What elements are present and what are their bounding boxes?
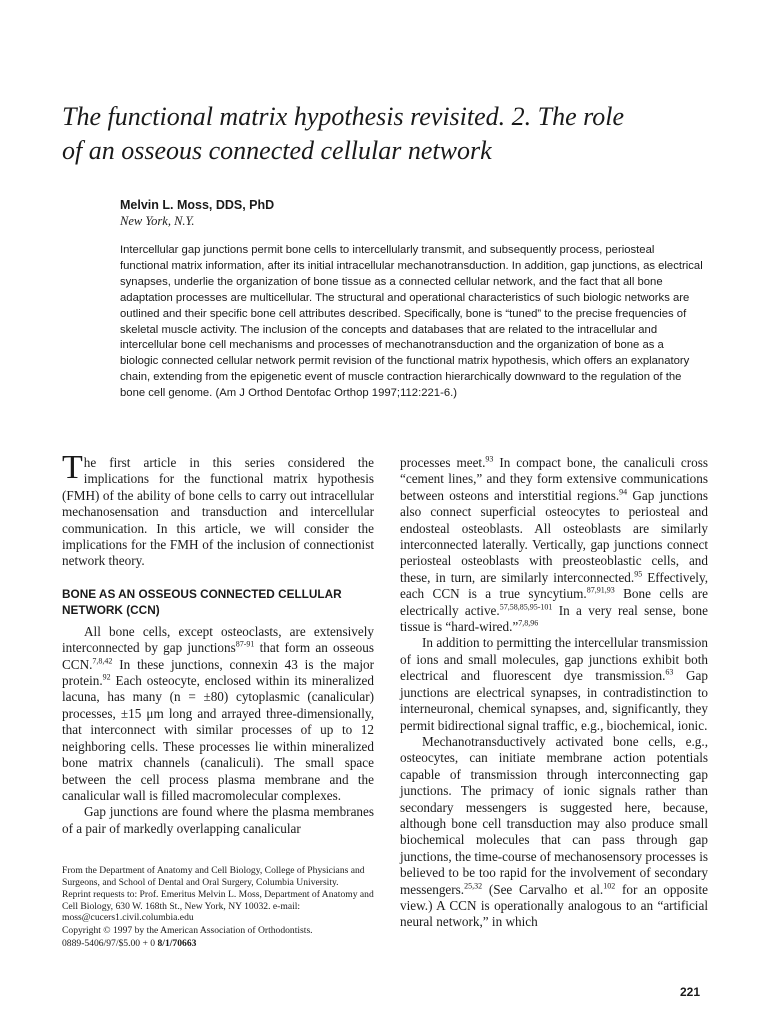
citation-ref: 25,32 xyxy=(464,881,483,891)
footnote-affiliation: From the Department of Anatomy and Cell Biology, College of Physicians and Surgeons, and School of Dental and Oral Surgery, Columbia University. xyxy=(62,865,365,888)
citation-ref: 87,91,93 xyxy=(586,585,615,595)
text-run: Mechanotransductively activated bone cells, e.g., osteocytes, can initiate membrane action potentials capable of transmission through interconnecting gap junctions. The primacy of ionic signals rather than secondary messengers is suggested here, because, although bone cell transduction may also produce small biochemical molecules that can pass through gap junctions, the time-course of mechanosensory processes is believed to be too rapid for the involvement of secondary messengers. xyxy=(400,733,708,897)
text-run: Gap junctions are electrical synapses, in contradistinction to interneuronal, chemical synapses, and, significantly, they permit bidirectional signal traffic, e.g., biochemical, ionic. xyxy=(400,668,708,733)
citation-ref: 92 xyxy=(102,672,111,682)
text-run: processes meet. xyxy=(400,455,486,470)
citation-ref: 7,8,96 xyxy=(518,618,539,628)
article-code: 8/1/70663 xyxy=(157,937,197,949)
paragraph xyxy=(62,624,374,804)
citation-ref: 94 xyxy=(619,487,628,497)
paragraph xyxy=(400,455,708,635)
footnotes xyxy=(62,865,374,950)
text-run: Gap junctions also connect superficial osteocytes to periosteal and endosteal osteoblasts. All osteoblasts are similarly interconnected laterally. Vertically, gap junctions connect periosteal osteoblasts with preosteoblastic cells, and these, in turn, are similarly interconnected. xyxy=(400,487,708,585)
author-location: New York, N.Y. xyxy=(120,214,195,228)
text-run: that form an osseous CCN. xyxy=(62,640,374,672)
author-name: Melvin L. Moss, DDS, PhD xyxy=(120,198,275,212)
paragraph xyxy=(400,635,708,733)
footnote-issn xyxy=(62,938,374,950)
abstract: Intercellular gap junctions permit bone cells to intercellularly transmit, and subsequently process, periosteal functional matrix information, after its initial intracellular mechanotransduction. In addition, gap junctions, as electrical synapses, underlie the organization of bone tissue as a connected cellular network, and the fact that all bone adaptation processes are multicellular. The structural and operational characteristics of such biologic networks are outlined and their specific bone cell attributes described. Specifically, bone is “tuned” to the precise frequencies of skeletal muscle activity. The inclusion of the concepts and databases that are related to the intracellular and intercellular bone cell mechanisms and processes of mechanotransduction and the organization of bone as a biologic connected cellular network permit revision of the functional matrix hypothesis, which offers an explanatory chain, extending from the epigenetic event of muscle contraction hierarchically downward to the regulation of the bone cell genome. (Am J Orthod Dentofac Orthop 1997;112:221-6.) xyxy=(120,244,703,400)
text-run: for an opposite view.) A CCN is operationally analogous to an “artificial neural network,” in which xyxy=(400,881,708,930)
footnote-reprint: Reprint requests to: Prof. Emeritus Melvin L. Moss, Department of Anatomy and Cell Biology, 630 W. 168th St., New York, NY 10032. e-mail: moss@cucers1.civil.columbia.edu xyxy=(62,889,374,924)
text-run: All bone cells, except osteoclasts, are extensively interconnected by gap junctions xyxy=(62,623,374,656)
text-run: Each osteocyte, enclosed within its mineralized lacuna, has many (n = ±80) cytoplasmic (canalicular) processes, ±15 μm long and arrayed three-dimensionally, that interconnect with similar processes of up to 12 neighboring cells. These processes lie within mineralized bone matrix channels (canaliculi). The small space between the cell process plasma membrane and the canalicular wall is filled macromolecular complexes. xyxy=(62,673,374,803)
paragraph: Gap junctions are found where the plasma membranes of a pair of markedly overlapping canalicular xyxy=(62,804,374,836)
text-run: In these junctions, connexin 43 is the major protein. xyxy=(62,656,374,689)
text-run: In a very real sense, bone tissue is “hard-wired.” xyxy=(400,602,708,635)
citation-ref: 93 xyxy=(485,454,494,464)
title-line-1: The functional matrix hypothesis revisited. 2. The role xyxy=(62,102,625,131)
text-run: In compact bone, the canaliculi cross “cement lines,” and they form extensive communications between osteons and interstitial regions. xyxy=(400,455,708,503)
citation-ref: 87-91 xyxy=(235,639,255,649)
left-column xyxy=(62,449,374,837)
citation-ref: 57,58,85,95-101 xyxy=(499,602,553,612)
text-run: In addition to permitting the intercellular transmission of ions and small molecules, gap junctions exhibit both electrical and fluorescent dye transmission. xyxy=(400,635,708,684)
text-run: (See Carvalho et al. xyxy=(482,881,604,897)
intro-text: he first article in this series considered the implications for the functional matrix hypothesis (FMH) of the ability of bone cells to carry out intracellular mechanosensation and transduction and intercellular communication. In this article, we will consider the implications for the FMH of the inclusion of connectionist network theory. xyxy=(62,455,374,569)
section-heading: BONE AS AN OSSEOUS CONNECTED CELLULAR NETWORK (CCN) xyxy=(62,586,342,617)
right-column xyxy=(400,455,708,931)
footnote-copyright: Copyright © 1997 by the American Association of Orthodontists. xyxy=(62,924,313,936)
intro-paragraph xyxy=(62,449,374,570)
title-line-2: of an osseous connected cellular network xyxy=(62,136,492,165)
text-run: Bone cells are electrically active. xyxy=(400,586,708,618)
citation-ref: 102 xyxy=(603,881,616,891)
text-run: Effectively, each CCN is a true syncytium. xyxy=(400,569,709,602)
citation-ref: 7,8,42 xyxy=(92,656,113,666)
citation-ref: 95 xyxy=(634,569,643,579)
drop-cap: T xyxy=(62,449,83,486)
page-number: 221 xyxy=(680,985,701,999)
article-title xyxy=(62,100,722,168)
issn-text: 0889-5406/97/$5.00 + 0 xyxy=(62,937,156,949)
paragraph xyxy=(400,734,708,931)
citation-ref: 63 xyxy=(665,667,674,677)
